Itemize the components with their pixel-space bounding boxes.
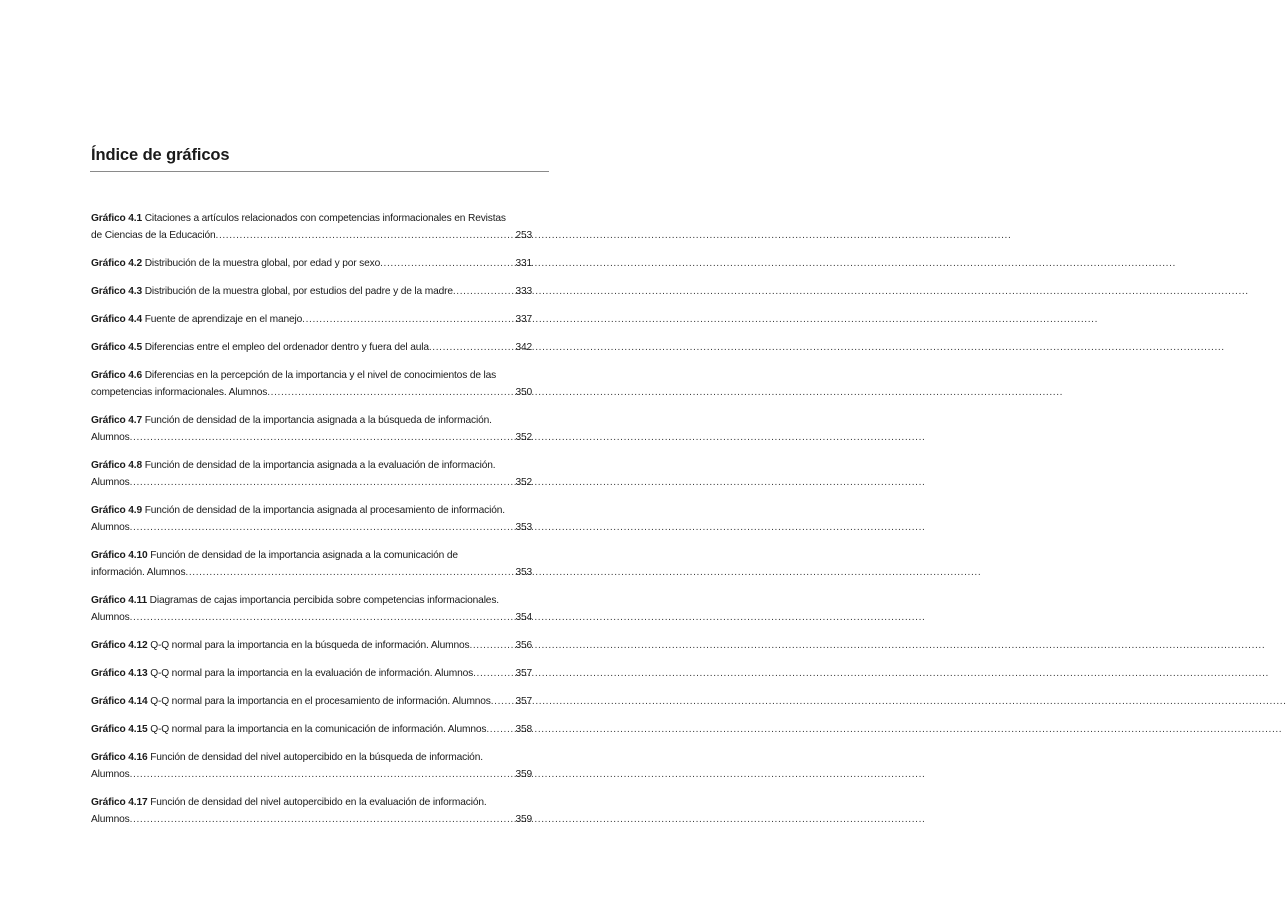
figure-number: Gráfico 4.17 (91, 797, 148, 808)
dot-leader (302, 311, 514, 328)
figure-number: Gráfico 4.12 (91, 640, 148, 651)
figure-number: Gráfico 4.15 (91, 724, 148, 735)
toc-entry-leader-line (91, 693, 532, 710)
toc-entry[interactable] (91, 255, 532, 272)
toc-entry-text (91, 721, 486, 738)
page-number: 342 (515, 342, 532, 353)
figure-caption: Fuente de aprendizaje en el manejo (142, 314, 303, 325)
toc-entry[interactable] (91, 749, 532, 783)
figure-caption: Función de densidad de la importancia asignada a la comunicación de (147, 550, 458, 561)
toc-entry-leader-line (91, 227, 532, 244)
toc-entry-text (91, 519, 130, 536)
dot-leader (130, 519, 515, 536)
figure-caption-continued: Alumnos (91, 814, 130, 825)
figure-number: Gráfico 4.2 (91, 258, 143, 269)
page-number: 352 (515, 477, 532, 488)
toc-entry-leader-line (91, 474, 532, 491)
figure-caption: Diferencias en la percepción de la importancia y el nivel de conocimientos de las (142, 370, 497, 381)
dot-leader (130, 474, 515, 491)
toc-entry[interactable] (91, 721, 532, 738)
figure-caption: Q-Q normal para la importancia en el procesamiento de información. Alumnos (147, 696, 491, 707)
toc-entry-first-line (91, 794, 532, 811)
figure-caption: Función de densidad de la importancia asignada a la búsqueda de información. (142, 415, 492, 426)
toc-entry-text (91, 564, 185, 581)
page-number: 253 (515, 230, 532, 241)
figure-caption: Función de densidad de la importancia asignada al procesamiento de información. (142, 505, 505, 516)
toc-entry-first-line (91, 210, 532, 227)
dot-leader (216, 227, 515, 244)
toc-entry-leader-line (91, 519, 532, 536)
toc-entry-leader-line (91, 637, 532, 654)
page-number: 358 (515, 724, 532, 735)
toc-entry-leader-line (91, 255, 532, 272)
toc-entry[interactable] (91, 693, 532, 710)
figure-caption: Diferencias entre el empleo del ordenador dentro y fuera del aula (142, 342, 429, 353)
toc-entry-first-line (91, 457, 532, 474)
figure-caption: Función de densidad de la importancia asignada a la evaluación de información. (142, 460, 496, 471)
figure-caption-continued: competencias informacionales. Alumnos (91, 387, 268, 398)
table-of-figures (91, 210, 532, 839)
toc-entry-leader-line (91, 766, 532, 783)
toc-entry-leader-line (91, 429, 532, 446)
toc-entry-first-line (91, 367, 532, 384)
toc-entry-text (91, 255, 380, 272)
toc-entry[interactable] (91, 502, 532, 536)
figure-caption-continued: información. Alumnos (91, 567, 186, 578)
dot-leader (486, 721, 514, 738)
dot-leader (130, 766, 515, 783)
dot-leader (491, 693, 515, 710)
page-number: 337 (515, 314, 532, 325)
figure-number: Gráfico 4.10 (91, 550, 148, 561)
toc-entry-first-line (91, 749, 532, 766)
dot-leader (130, 811, 515, 828)
page-number: 357 (515, 696, 532, 707)
dot-leader (380, 255, 514, 272)
toc-entry-first-line (91, 502, 532, 519)
toc-entry-leader-line (91, 609, 532, 626)
toc-entry-text (91, 766, 130, 783)
page-number: 357 (515, 668, 532, 679)
toc-entry-first-line (91, 592, 532, 609)
figure-number: Gráfico 4.4 (91, 314, 143, 325)
toc-entry-text (91, 609, 130, 626)
page-number: 331 (515, 258, 532, 269)
page-title: Índice de gráficos (91, 146, 230, 164)
figure-caption: Función de densidad del nivel autopercibido en la búsqueda de información. (147, 752, 483, 763)
toc-entry-leader-line (91, 811, 532, 828)
dot-leader (429, 339, 515, 356)
figure-caption-continued: Alumnos (91, 612, 130, 623)
figure-number: Gráfico 4.6 (91, 370, 143, 381)
toc-entry[interactable] (91, 457, 532, 491)
page-number: 353 (515, 567, 532, 578)
toc-entry-text (91, 227, 216, 244)
page-number: 354 (515, 612, 532, 623)
toc-entry-first-line (91, 547, 532, 564)
page-number: 356 (515, 640, 532, 651)
figure-caption: Q-Q normal para la importancia en la evaluación de información. Alumnos (147, 668, 474, 679)
figure-caption: Diagramas de cajas importancia percibida sobre competencias informacionales. (146, 595, 499, 606)
title-divider (90, 171, 549, 172)
toc-entry-leader-line (91, 721, 532, 738)
dot-leader (473, 665, 514, 682)
toc-entry-text (91, 637, 469, 654)
toc-entry-leader-line (91, 665, 532, 682)
figure-number: Gráfico 4.5 (91, 342, 143, 353)
dot-leader (130, 429, 515, 446)
toc-entry[interactable] (91, 592, 532, 626)
figure-caption: Distribución de la muestra global, por edad y por sexo (142, 258, 381, 269)
figure-caption: Función de densidad del nivel autopercibido en la evaluación de información. (147, 797, 487, 808)
figure-caption-continued: Alumnos (91, 522, 130, 533)
toc-entry-leader-line (91, 311, 532, 328)
toc-entry[interactable] (91, 665, 532, 682)
toc-entry-leader-line (91, 339, 532, 356)
toc-entry[interactable] (91, 210, 532, 244)
toc-entry[interactable] (91, 637, 532, 654)
toc-entry-text (91, 693, 491, 710)
figure-number: Gráfico 4.7 (91, 415, 143, 426)
toc-entry-text (91, 474, 130, 491)
figure-caption-continued: Alumnos (91, 769, 130, 780)
toc-entry-text (91, 665, 473, 682)
figure-caption: Q-Q normal para la importancia en la búsqueda de información. Alumnos (147, 640, 470, 651)
page-number: 359 (515, 769, 532, 780)
dot-leader (130, 609, 515, 626)
toc-entry[interactable] (91, 794, 532, 828)
toc-entry-text (91, 339, 429, 356)
dot-leader (267, 384, 514, 401)
toc-entry-text (91, 311, 302, 328)
figure-caption: Citaciones a artículos relacionados con competencias informacionales en Revistas (142, 213, 506, 224)
toc-entry[interactable] (91, 283, 532, 300)
toc-entry-text (91, 811, 130, 828)
toc-entry-first-line (91, 412, 532, 429)
dot-leader (453, 283, 515, 300)
toc-entry-text (91, 384, 267, 401)
page-number: 353 (515, 522, 532, 533)
figure-number: Gráfico 4.11 (91, 595, 147, 606)
figure-caption: Q-Q normal para la importancia en la comunicación de información. Alumnos (147, 724, 487, 735)
toc-entry-leader-line (91, 384, 532, 401)
toc-entry[interactable] (91, 367, 532, 401)
toc-entry[interactable] (91, 339, 532, 356)
figure-number: Gráfico 4.13 (91, 668, 148, 679)
dot-leader (469, 637, 514, 654)
toc-entry-leader-line (91, 283, 532, 300)
page-number: 359 (515, 814, 532, 825)
figure-caption-continued: de Ciencias de la Educación (91, 230, 216, 241)
figure-number: Gráfico 4.1 (91, 213, 143, 224)
figure-number: Gráfico 4.3 (91, 286, 143, 297)
figure-number: Gráfico 4.9 (91, 505, 143, 516)
toc-entry-leader-line (91, 564, 532, 581)
figure-caption-continued: Alumnos (91, 477, 130, 488)
page-number: 352 (515, 432, 532, 443)
figure-number: Gráfico 4.8 (91, 460, 143, 471)
page-number: 350 (515, 387, 532, 398)
page-number: 333 (515, 286, 532, 297)
toc-entry[interactable] (91, 547, 532, 581)
figure-number: Gráfico 4.16 (91, 752, 148, 763)
toc-entry[interactable] (91, 412, 532, 446)
figure-number: Gráfico 4.14 (91, 696, 148, 707)
toc-entry-text (91, 283, 453, 300)
figure-caption-continued: Alumnos (91, 432, 130, 443)
figure-caption: Distribución de la muestra global, por estudios del padre y de la madre (142, 286, 453, 297)
toc-entry[interactable] (91, 311, 532, 328)
toc-entry-text (91, 429, 130, 446)
dot-leader (185, 564, 514, 581)
